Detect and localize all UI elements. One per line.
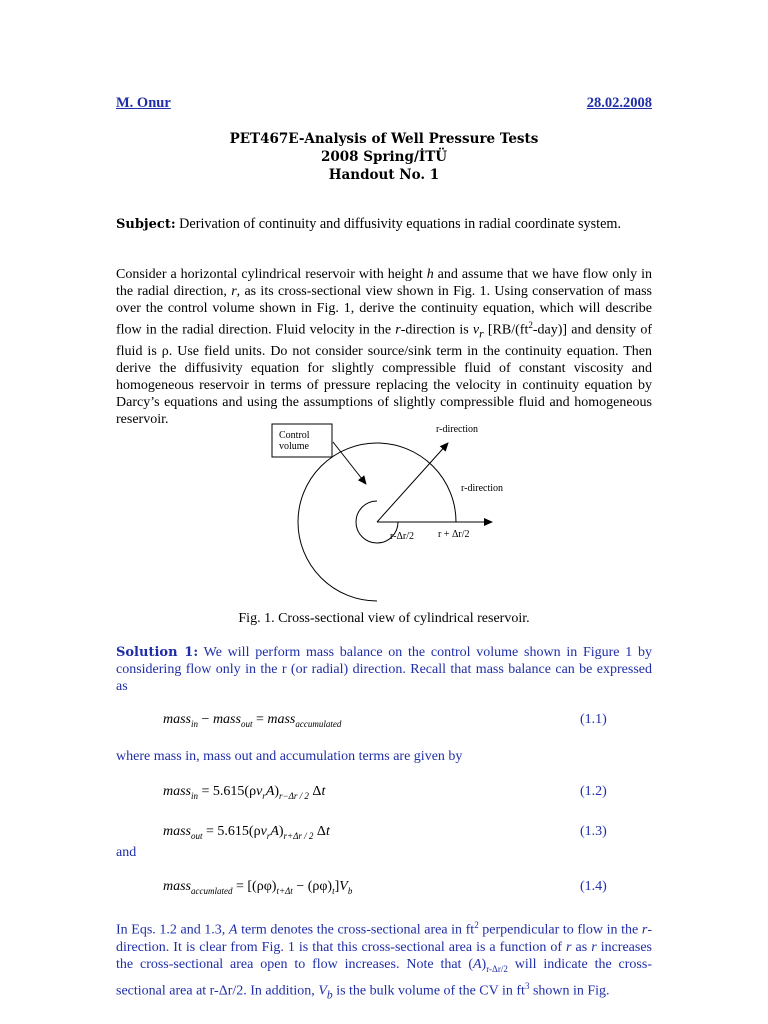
equation-1-1: mass$_{in}$ − mass$_{out}$ = mass$_{accumulated}$ — [163, 712, 342, 729]
figure-caption: Fig. 1. Cross-sectional view of cylindrical reservoir. — [238, 611, 530, 626]
solution-text: We will perform mass balance on the control volume shown in Figure 1 by considering flow only in the r (or radial) direction. Recall that mass balance can be expressed as — [116, 645, 653, 695]
semester: 2008 Spring/İTÜ — [320, 149, 448, 165]
equation-number-1-2: (1.2) — [580, 784, 607, 799]
problem-statement: Consider a horizontal cylindrical reservoir with height h and assume that we have flow only in the radial direction, r, as its cross-sectional view shown in Fig. 1. Using conservation of mass over the control volume shown in Fig. 1, derive the continuity equation, which will describe flow in the radial direction. Fluid velocity in the r-direction is $v_r$ $[RB/(ft^2-day)]$ and density of fluid is ρ. Use field units. Do not consider source/sink term in the continuity equation. Then derive the diffusivity equation for slightly compressible fluid of constant viscosity and homogeneous reservoir in terms of pressure replacing the velocity in continuity equation by Darcy’s equations and using the assumptions of slightly compressible fluid and homogeneous reservoir. — [116, 267, 653, 428]
equation-number-1-1: (1.1) — [580, 712, 607, 727]
label-inner-radius: r-Δr/2 — [390, 531, 414, 542]
label-r-direction-top: r-direction — [436, 424, 479, 435]
box-label-1: Control — [279, 430, 310, 441]
where-text: where mass in, mass out and accumulation terms are given by — [116, 749, 463, 764]
label-r-direction-right: r-direction — [461, 483, 504, 494]
subject-label: Subject: — [116, 217, 176, 232]
author: M. Onur — [116, 95, 171, 111]
area-explanation: In Eqs. 1.2 and 1.3, A term denotes the cross-sectional area in $ft^2$ perpendicular to flow in the r-direction. It is clear from Fig. 1 is that this cross-sectional area is a function of r as r increases the cross-sectional area open to flow increases. Note that $(A)_{r-\Delta r/2}$ will indicate the cross-sectional area at r-Δr/2. In addition, $V_b$ is the bulk volume of the CV in $ft^3$ shown in Fig. — [116, 920, 652, 1002]
equation-1-4: mass$_{accumlated}$ = $[(\rho\varphi)_{t+\Delta t} - (\rho\varphi)_t]V_b$ — [163, 879, 353, 896]
equation-1-2: mass$_{in}$ = $5.615(\rho v_rA)_{r-\Delta r / 2}$ Δt — [163, 784, 326, 801]
equation-1-3: mass$_{out}$ = $5.615(\rho v_rA)_{r+\Delta r / 2}$ Δt — [163, 824, 330, 841]
box-label-2: volume — [279, 441, 309, 452]
subject-text: Derivation of continuity and diffusivity equations in radial coordinate system. — [175, 216, 621, 232]
date: 28.02.2008 — [586, 95, 652, 111]
equation-number-1-4: (1.4) — [580, 879, 607, 894]
subject-line — [116, 216, 652, 233]
label-outer-radius: r + Δr/2 — [438, 529, 470, 540]
figure-cross-section — [260, 418, 520, 608]
solution-intro — [116, 644, 652, 696]
and-text: and — [116, 845, 137, 860]
r-direction-arrow-diagonal — [377, 443, 448, 522]
solution-label: Solution 1: — [116, 645, 199, 660]
course-title: PET467E-Analysis of Well Pressure Tests — [229, 131, 539, 147]
equation-number-1-3: (1.3) — [580, 824, 607, 839]
handout-number: Handout No. 1 — [328, 167, 440, 183]
page-header — [116, 95, 652, 113]
